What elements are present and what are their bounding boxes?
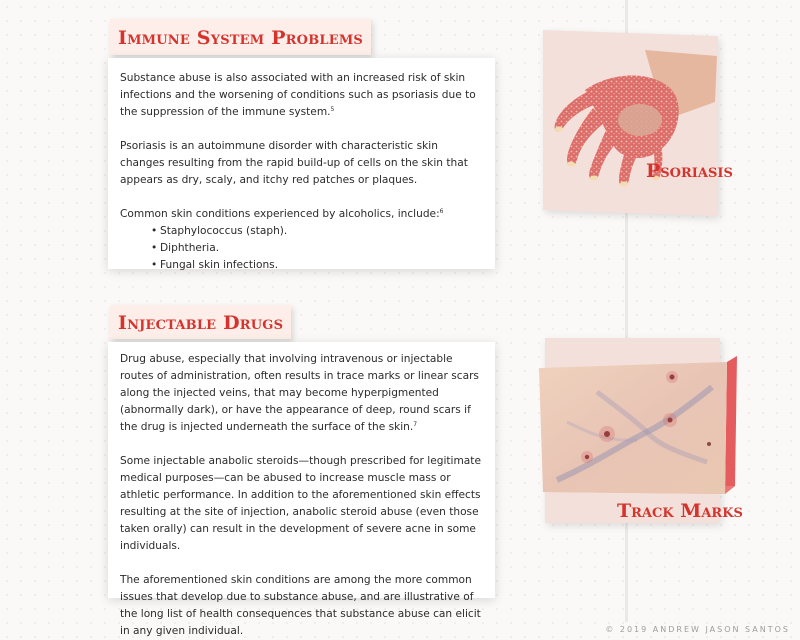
footnote-ref-5: 5 xyxy=(330,106,335,113)
injectable-paragraph-1: Drug abuse, especially that involving intravenous or injectable routes of administration, often results in trace marks or linear scars along the injected veins, that may become hyperpigmented (abnormally dark), or have the appearance of deep, round scars if the drug is injected underneath the surface of the skin.$^7$ xyxy=(120,353,479,433)
injectable-section-card xyxy=(108,342,495,637)
injectable-paragraph-3: The aforementioned skin conditions are among the more common issues that develop due to substance abuse, and are illustrative of the long list of health consequences that substance abuse can elicit in any given individual. xyxy=(120,574,481,637)
list-item: • Diphtheria. xyxy=(160,240,483,257)
psoriasis-label: Psoriasis xyxy=(646,160,733,182)
list-item: • Staphylococcus (staph). xyxy=(160,223,483,240)
connector-line-top xyxy=(625,0,628,36)
track-marks-label: Track Marks xyxy=(617,500,743,522)
immune-paragraph-1: Substance abuse is also associated with an increased risk of skin infections and the worsening of conditions such as psoriasis due to the suppression of the immune system.$^5$ xyxy=(120,72,476,118)
immune-section-heading xyxy=(110,19,371,55)
immune-section-card xyxy=(108,58,495,269)
skin-conditions-list xyxy=(120,223,483,274)
track-marks-illustration xyxy=(537,352,742,502)
footnote-ref-6: 6 xyxy=(439,208,444,215)
immune-paragraph-2: Psoriasis is an autoimmune disorder with characteristic skin changes resulting from the rapid build-up of cells on the skin that appears as dry, scaly, and itchy red patches or plaques. xyxy=(120,140,468,186)
injectable-heading-text: Injectable Drugs xyxy=(118,312,284,334)
connector-line-bottom xyxy=(625,512,628,622)
injectable-section-heading xyxy=(110,305,291,339)
connector-line-middle xyxy=(625,212,628,344)
immune-heading-text: Immune System Problems xyxy=(118,27,364,49)
injectable-paragraph-2: Some injectable anabolic steroids—though prescribed for legitimate medical purposes—can be abused to increase muscle mass or athletic performance. In addition to the aforementioned skin effects resulting at the site of injection, anabolic steroid abuse (even those taken orally) can result in the development of severe acne in some individuals. xyxy=(120,455,481,552)
immune-paragraph-3: Common skin conditions experienced by alcoholics, include:$^6$ xyxy=(120,208,444,220)
copyright-credit: © 2019 ANDREW JASON SANTOS xyxy=(605,625,790,634)
footnote-ref-7: 7 xyxy=(413,421,418,428)
list-item: • Fungal skin infections. xyxy=(160,257,483,274)
